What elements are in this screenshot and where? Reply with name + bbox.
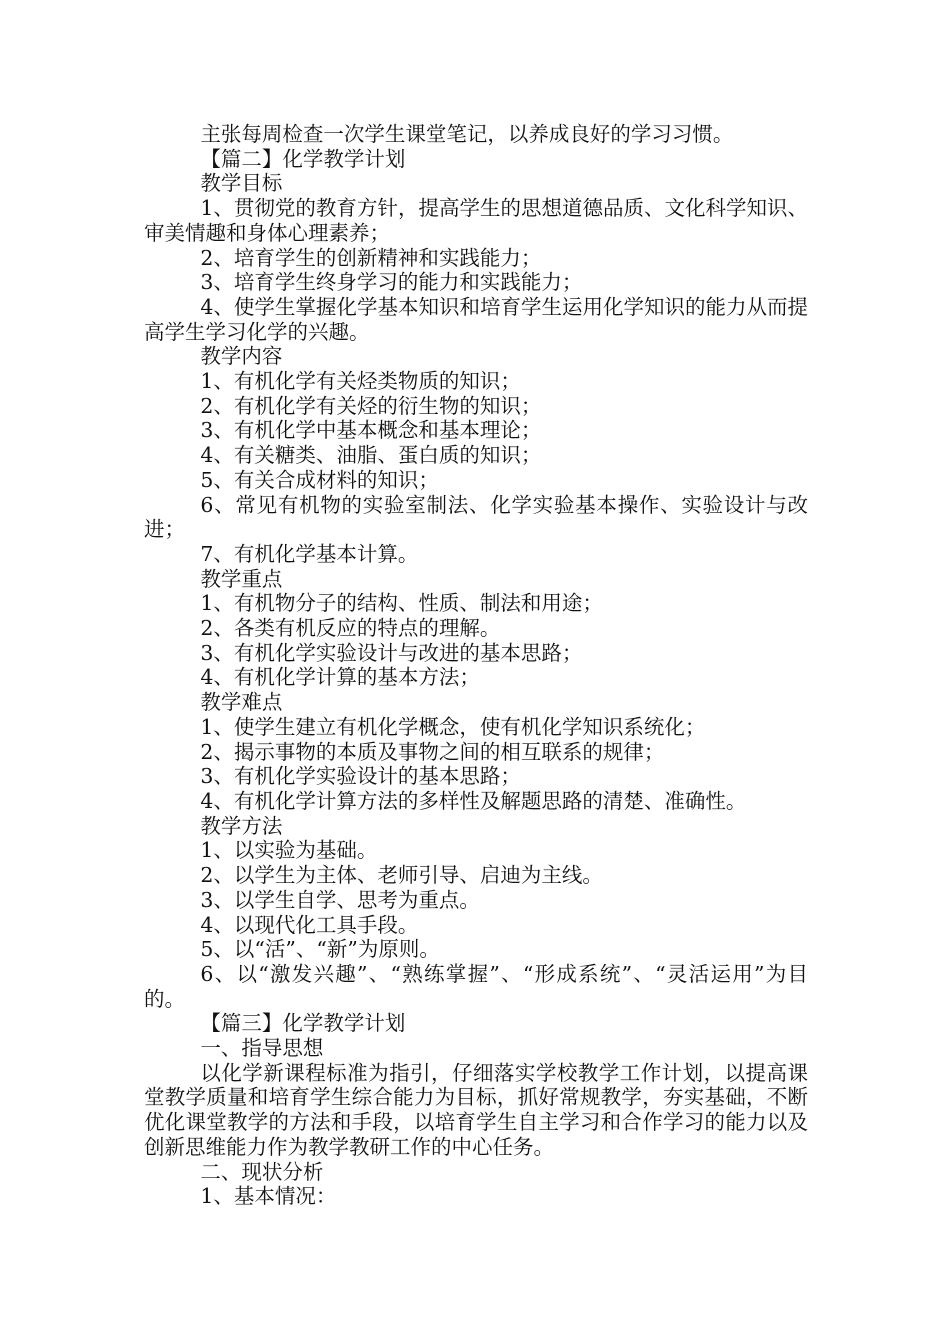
- difficulty-item-1: 1、使学生建立有机化学概念，使有机化学知识系统化；: [200, 714, 706, 739]
- key-item-2: 2、各类有机反应的特点的理解。: [200, 616, 501, 641]
- difficulty-item-4: 4、有机化学计算方法的多样性及解题思路的清楚、准确性。: [200, 788, 747, 813]
- goal-item-1: 1、贯彻党的教育方针，提高学生的思想道德品质、文化科学知识、审美情趣和身体心理素养；: [144, 196, 808, 245]
- heading-teaching-goals: 教学目标: [200, 171, 283, 196]
- difficulty-item-2: 2、揭示事物的本质及事物之间的相互联系的规律；: [200, 739, 665, 764]
- method-item-1: 1、以实验为基础。: [200, 838, 378, 863]
- heading-status-analysis: 二、现状分析: [200, 1159, 324, 1184]
- heading-guiding-ideology: 一、指导思想: [200, 1036, 324, 1061]
- key-item-3: 3、有机化学实验设计与改进的基本思路；: [200, 640, 583, 665]
- heading-key-points: 教学重点: [200, 566, 283, 591]
- content-item-1: 1、有机化学有关烃类物质的知识；: [200, 369, 521, 394]
- content-item-3: 3、有机化学中基本概念和基本理论；: [200, 418, 542, 443]
- content-item-5: 5、有关合成材料的知识；: [200, 467, 439, 492]
- section-title-part3: 【篇三】化学教学计划: [200, 1011, 406, 1036]
- goal-item-4: 4、使学生掌握化学基本知识和培育学生运用化学知识的能力从而提高学生学习化学的兴趣。: [144, 294, 808, 344]
- key-item-4: 4、有机化学计算的基本方法；: [200, 665, 480, 690]
- document-page: [144, 122, 808, 1209]
- goal-item-3: 3、培育学生终身学习的能力和实践能力；: [200, 270, 583, 295]
- heading-difficulties: 教学难点: [200, 690, 283, 715]
- section-title-part2: 【篇二】化学教学计划: [200, 146, 406, 171]
- content-item-6: 6、常见有机物的实验室制法、化学实验基本操作、实验设计与改进；: [144, 492, 808, 542]
- method-item-3: 3、以学生自学、思考为重点。: [200, 887, 480, 912]
- method-item-2: 2、以学生为主体、老师引导、启迪为主线。: [200, 863, 603, 888]
- paragraph-notes: 主张每周检查一次学生课堂笔记，以养成良好的学习习惯。: [200, 122, 734, 146]
- content-item-7: 7、有机化学基本计算。: [200, 541, 419, 566]
- status-item-1: 1、基本情况：: [200, 1184, 337, 1209]
- method-item-6: 6、以“激发兴趣”、“熟练掌握”、“形成系统”、“灵活运用”为目的。: [144, 961, 808, 1011]
- paragraph-guiding-ideology: 以化学新课程标准为指引，仔细落实学校教学工作计划，以提高课堂教学质量和培育学生综合能力为目标，抓好常规教学，夯实基础，不断优化课堂教学的方法和手段，以培育学生自主学习和合作学习的能力以及创新思维能力作为教学教研工作的中心任务。: [144, 1060, 808, 1159]
- key-item-1: 1、有机物分子的结构、性质、制法和用途；: [200, 591, 603, 616]
- content-item-4: 4、有关糖类、油脂、蛋白质的知识；: [200, 443, 542, 468]
- heading-teaching-content: 教学内容: [200, 344, 283, 369]
- method-item-4: 4、以现代化工具手段。: [200, 912, 419, 937]
- goal-item-2: 2、培育学生的创新精神和实践能力；: [200, 245, 542, 270]
- content-item-2: 2、有机化学有关烃的衍生物的知识；: [200, 393, 542, 418]
- difficulty-item-3: 3、有机化学实验设计的基本思路；: [200, 764, 521, 789]
- heading-teaching-methods: 教学方法: [200, 813, 283, 838]
- method-item-5: 5、以“活”、“新”为原则。: [200, 937, 440, 962]
